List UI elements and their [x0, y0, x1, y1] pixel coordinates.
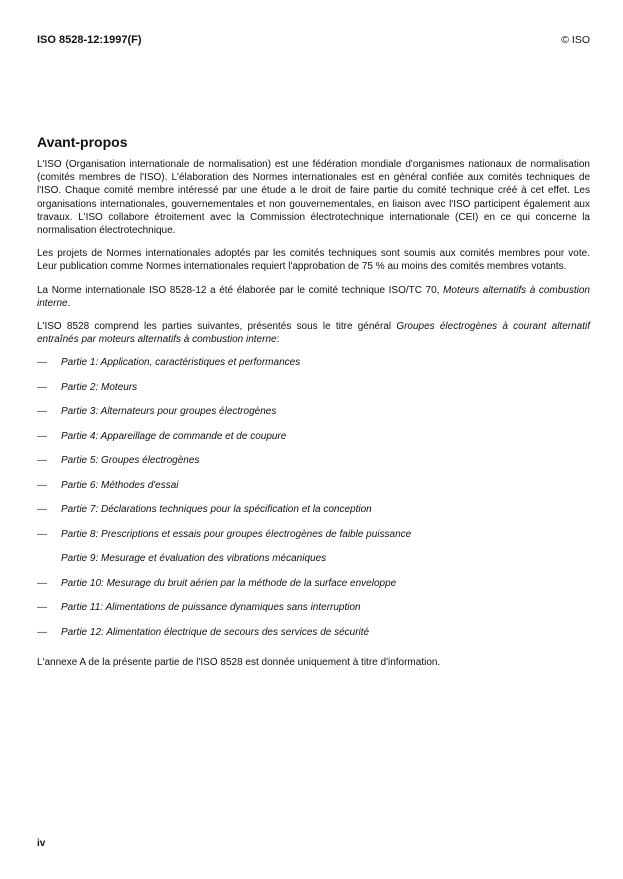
document-body [37, 158, 590, 680]
committee-title: Moteurs alternatifs à combustion interne [37, 284, 590, 309]
list-item [37, 528, 590, 553]
list-item [37, 430, 590, 455]
dash-marker: — [37, 357, 47, 369]
text: . [67, 297, 71, 309]
part-label: Partie 9: Mesurage et évaluation des vibrations mécaniques [61, 553, 327, 565]
list-item [37, 503, 590, 528]
dash-marker: — [37, 381, 47, 393]
dash-marker: — [37, 455, 47, 467]
paragraph-parts-intro [37, 320, 590, 346]
text: La Norme internationale ISO 8528-12 a été élaborée par le comité technique ISO/TC 70, [37, 284, 444, 296]
dash-marker: — [37, 626, 47, 638]
dash-marker: — [37, 479, 47, 491]
dash-marker: — [37, 430, 47, 442]
list-item [37, 601, 590, 626]
list-item [37, 356, 590, 381]
general-title: Groupes électrogènes à courant alternatif entraînés par moteurs alternatifs à combustion interne [37, 321, 591, 346]
dash-marker: — [37, 577, 47, 589]
parts-list [37, 356, 590, 650]
list-item [37, 454, 590, 479]
list-item [37, 405, 590, 430]
part-label: Partie 7: Déclarations techniques pour la spécification et la conception [61, 504, 372, 516]
part-label: Partie 11: Alimentations de puissance dynamiques sans interruption [61, 602, 361, 614]
part-label: Partie 12: Alimentation électrique de secours des services de sécurité [61, 626, 370, 638]
list-item [37, 479, 590, 504]
document-id: ISO 8528-12:1997(F) [37, 34, 142, 46]
copyright: © ISO [561, 34, 590, 46]
paragraph-committee [37, 284, 590, 310]
part-label: Partie 8: Prescriptions et essais pour groupes électrogènes de faible puissance [61, 528, 412, 540]
part-label: Partie 2: Moteurs [61, 381, 138, 393]
list-item [37, 381, 590, 406]
paragraph-iso-intro: L'ISO (Organisation internationale de normalisation) est une fédération mondiale d'organismes nationaux de normalisation (comités membres de l'ISO). L'élaboration des Normes internationales est en général confiée aux comités techniques de l'ISO. Chaque comité membre intéressé par une étude a le droit de faire partie du comité technique créé à cet effet. Les organisations internationales, gouvernementales et non gouvernementales, en liaison avec l'ISO participent également aux travaux. L'ISO collabore étroitement avec la Commission électrotechnique internationale (CEI) en ce qui concerne la normalisation électrotechnique. [37, 159, 590, 237]
dash-marker: — [37, 602, 47, 614]
part-label: Partie 5: Groupes électrogènes [61, 455, 200, 467]
dash-marker: — [37, 528, 47, 540]
text: L'ISO 8528 comprend les parties suivantes, présentés sous le titre général [37, 321, 397, 333]
section-title: Avant-propos [37, 134, 128, 150]
list-item [37, 626, 590, 651]
part-label: Partie 3: Alternateurs pour groupes électrogènes [61, 406, 277, 418]
text: : [276, 334, 280, 346]
dash-marker: — [37, 406, 47, 418]
dash-marker: — [37, 504, 47, 516]
part-label: Partie 6: Méthodes d'essai [61, 479, 179, 491]
list-item [37, 577, 590, 602]
part-label: Partie 10: Mesurage du bruit aérien par la méthode de la surface enveloppe [61, 577, 397, 589]
paragraph-voting: Les projets de Normes internationales adoptés par les comités techniques sont soumis aux comités membres pour vote. Leur publication comme Normes internationales requiert l'approbation de 75 % au moins des comités membres votants. [37, 248, 590, 273]
list-item [37, 552, 590, 577]
page-number: iv [37, 838, 46, 849]
paragraph-annex: L'annexe A de la présente partie de l'ISO 8528 est donnée uniquement à titre d'information. [37, 657, 441, 669]
part-label: Partie 4: Appareillage de commande et de coupure [61, 430, 287, 442]
part-label: Partie 1: Application, caractéristiques et performances [61, 357, 301, 369]
